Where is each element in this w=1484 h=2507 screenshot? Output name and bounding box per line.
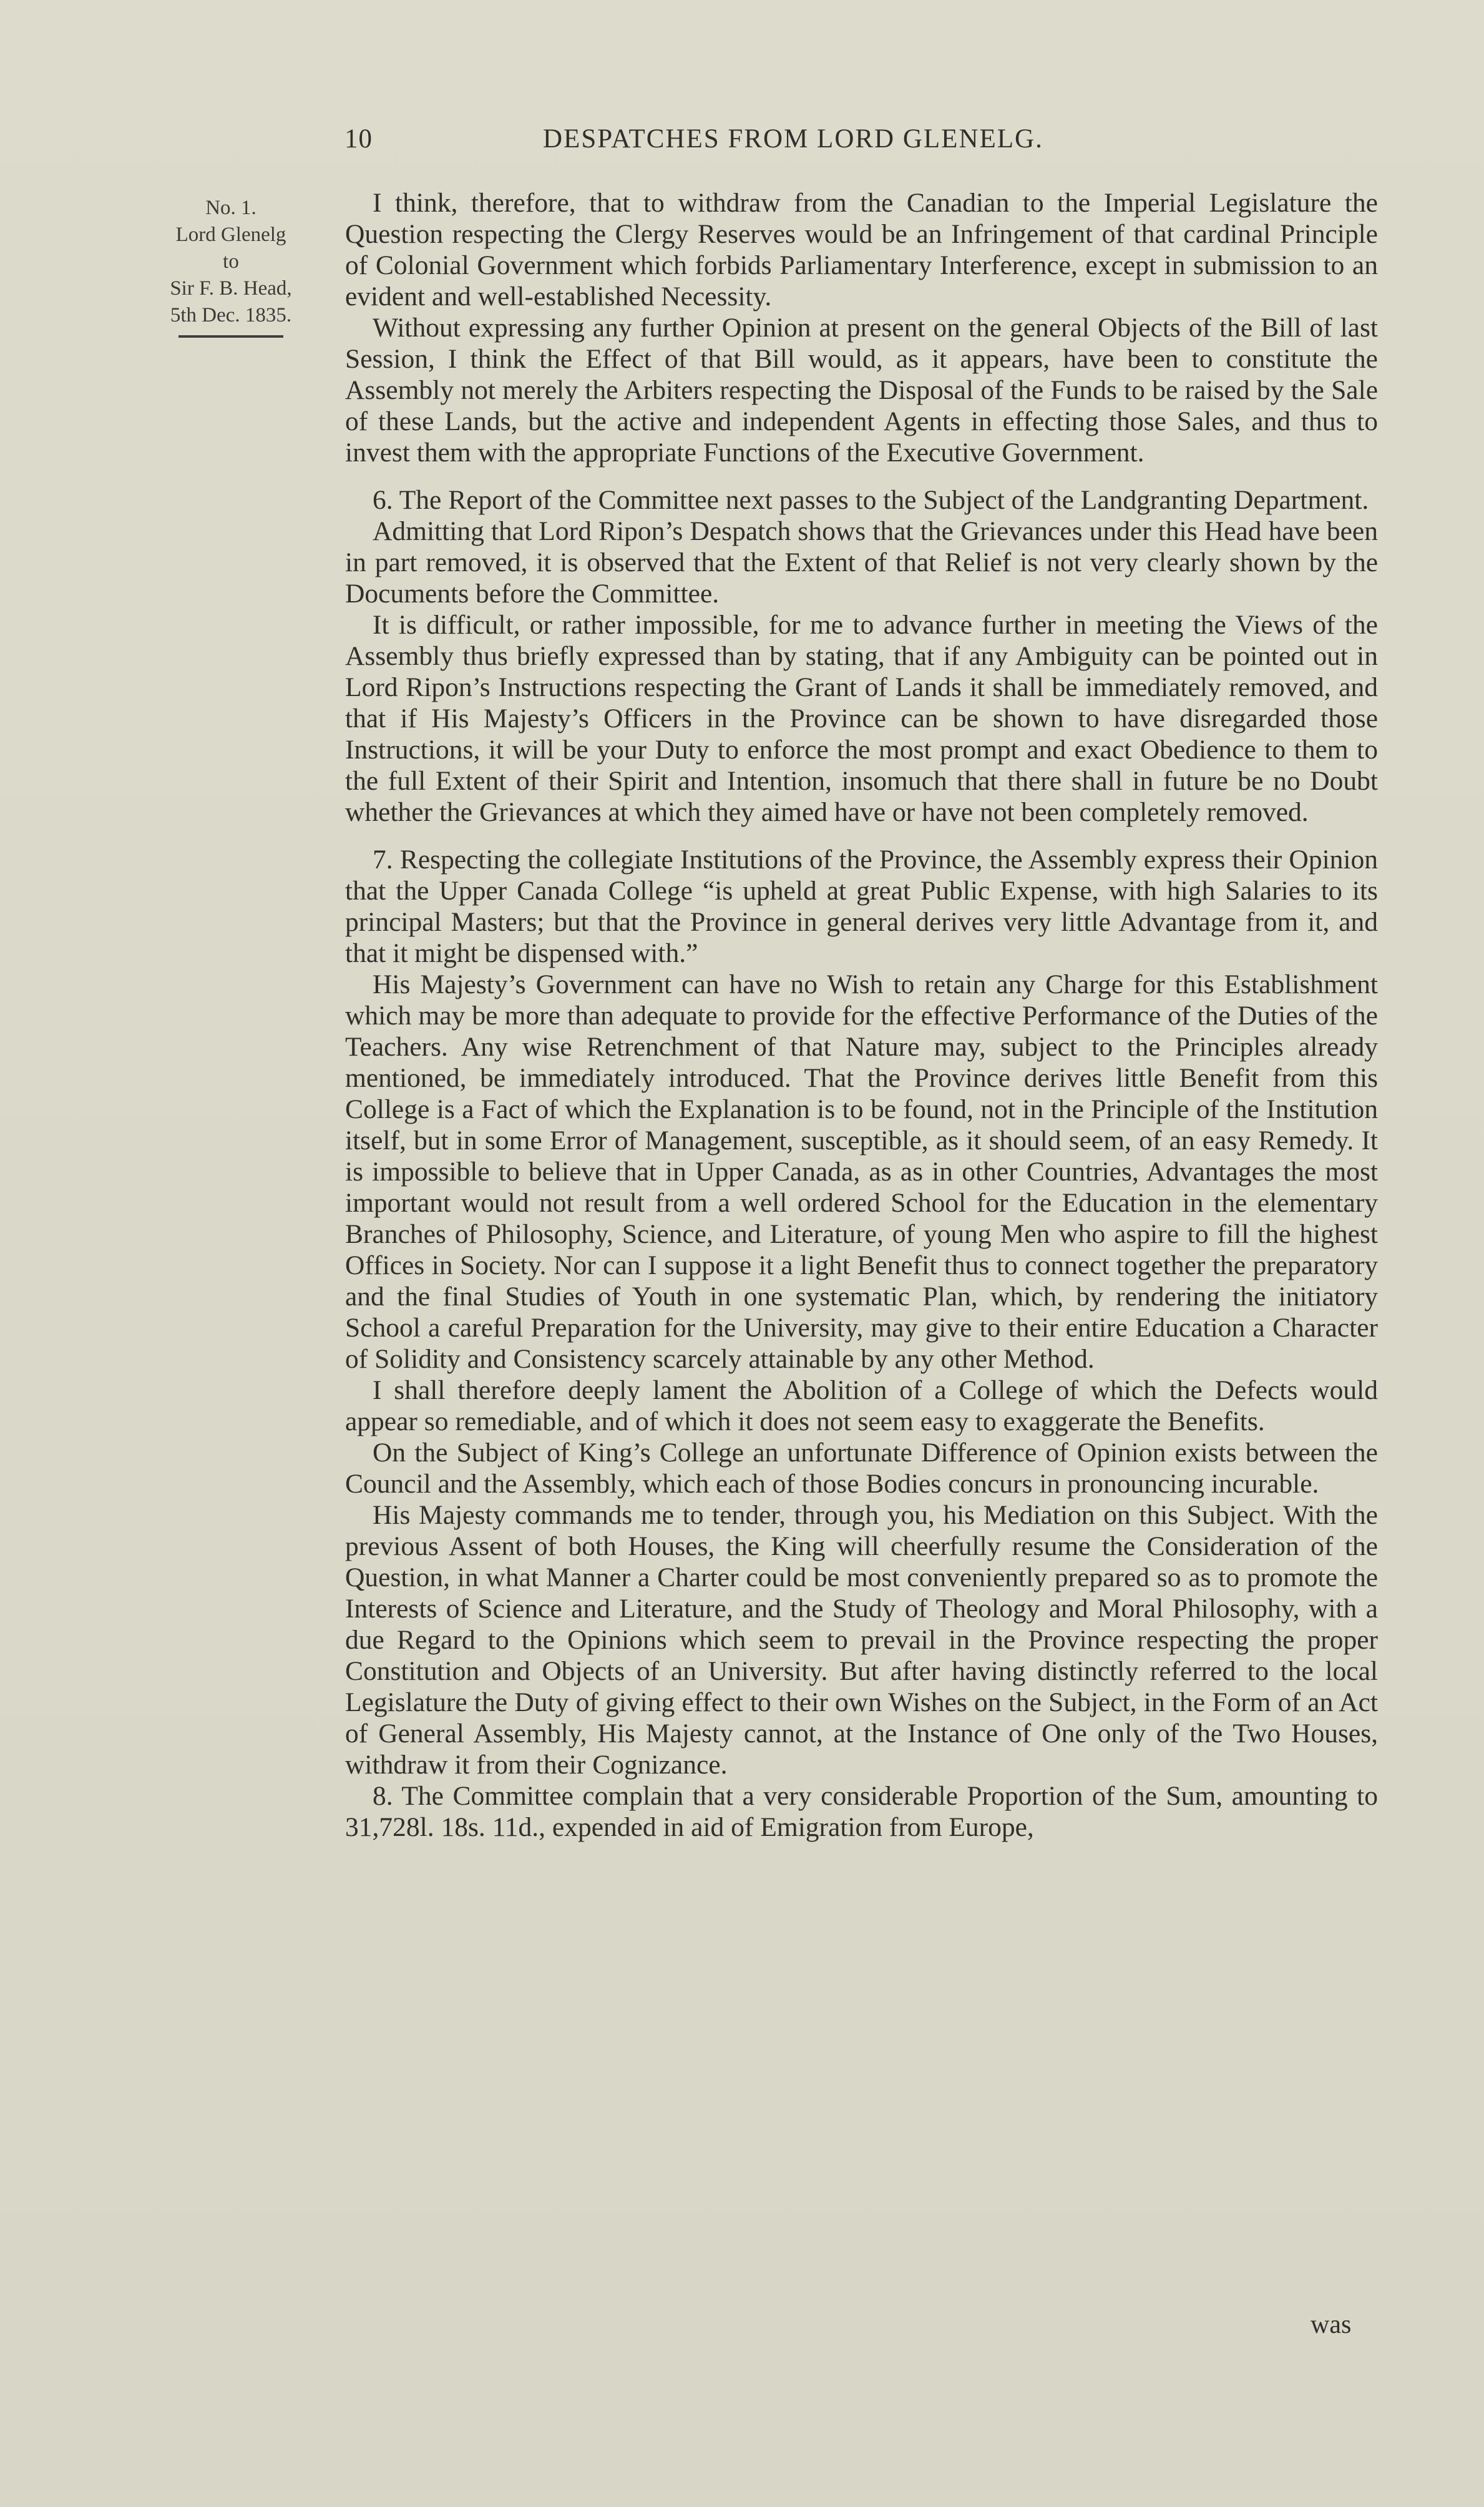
margin-note-line: Sir F. B. Head, xyxy=(170,277,292,300)
paragraph: I think, therefore, that to withdraw from the Canadian to the Imperial Legislature the Question respecting the Clergy Reserves would be an Infringement of that cardinal Principle of Colonial Government which forbids Parliamentary Interference, except in submission to an evident and well-established Necessity. xyxy=(345,188,1378,312)
paragraph: I shall therefore deeply lament the Abolition of a College of which the Defects would appear so remediable, and of which it does not seem easy to exaggerate the Benefits. xyxy=(345,1375,1378,1436)
margin-note-line: 5th Dec. 1835. xyxy=(170,304,292,326)
margin-note-line: No. 1. xyxy=(205,197,256,219)
paragraph: It is difficult, or rather impossible, for me to advance further in meeting the Views of the Assembly thus briefly expressed than by stating, that if any Ambiguity can be pointed out in Lord Ripon’s Instructions respecting the Grant of Lands it shall be immediately removed, and that if His Majesty’s Officers in the Province can be shown to have disregarded those Instructions, it will be your Duty to enforce the most prompt and exact Obedience to them to the full Extent of their Spirit and Intention, insomuch that there shall in future be no Doubt whether the Grievances at which they aimed have or have not been completely removed. xyxy=(345,610,1378,827)
paragraph: Admitting that Lord Ripon’s Despatch shows that the Grievances under this Head have been in part removed, it is observed that the Extent of that Relief is not very clearly shown by the Documents before the Committee. xyxy=(345,516,1378,609)
paragraph: His Majesty’s Government can have no Wish to retain any Charge for this Establishment which may be more than adequate to provide for the effective Performance of the Duties of the Teachers. Any wise Retrenchment of that Nature may, subject to the Principles already mentioned, be immediately introduced. That the Province derives little Benefit from this College is a Fact of which the Explanation is to be found, not in the Principle of the Institution itself, but in some Error of Management, susceptible, as it should seem, of an easy Remedy. It is impossible to believe that in Upper Canada, as as in other Countries, Advantages the most important would not result from a well ordered School for the Education in the elementary Branches of Philosophy, Science, and Literature, of young Men who aspire to fill the highest Offices in Society. Nor can I suppose it a light Benefit thus to connect together the preparatory and the final Studies of Youth in one systematic Plan, which, by rendering the initiatory School a careful Preparation for the University, may give to their entire Education a Character of Solidity and Consistency scarcely attainable by any other Method. xyxy=(345,969,1378,1374)
section-paragraph: 6. The Report of the Committee next passes to the Subject of the Landgranting Department. xyxy=(373,485,1369,515)
margin-note-line: to xyxy=(223,250,239,273)
paragraph: On the Subject of King’s College an unfortunate Difference of Opinion exists between the Council and the Assembly, which each of those Bodies concurs in pronouncing incurable. xyxy=(345,1438,1378,1499)
margin-note xyxy=(125,195,337,338)
section-paragraph: 7. Respecting the collegiate Institutions of the Province, the Assembly express their Opinion that the Upper Canada College “is upheld at great Public Expense, with high Salaries to its principal Masters; but that the Province in general derives very little Advantage from it, and that it might be dispensed with.” xyxy=(345,845,1378,968)
body-text xyxy=(345,187,1378,1843)
margin-note-line: Lord Glenelg xyxy=(175,223,286,246)
running-title: DESPATCHES FROM LORD GLENELG. xyxy=(543,124,1043,154)
paragraph: Without expressing any further Opinion at present on the general Objects of the Bill of last Session, I think the Effect of that Bill would, as it appears, have been to constitute the Assembly not merely the Arbiters respecting the Disposal of the Funds to be raised by the Sale of these Lands, but the active and independent Agents in effecting those Sales, and thus to invest them with the appropriate Functions of the Executive Government. xyxy=(345,313,1378,468)
page-number: 10 xyxy=(344,124,373,154)
paragraph: His Majesty commands me to tender, through you, his Mediation on this Subject. With the previous Assent of both Houses, the King will cheerfully resume the Consideration of the Question, in what Manner a Charter could be most conveniently prepared so as to promote the Interests of Science and Literature, and the Study of Theology and Moral Philosophy, with a due Regard to the Opinions which seem to prevail in the Province respecting the proper Constitution and Objects of an University. But after having distinctly referred to the local Legislature the Duty of giving effect to their own Wishes on the Subject, in the Form of an Act of General Assembly, His Majesty cannot, at the Instance of One only of the Two Houses, withdraw it from their Cognizance. xyxy=(345,1500,1378,1780)
catchword: was xyxy=(1311,2310,1352,2339)
section-paragraph: 8. The Committee complain that a very considerable Proportion of the Sum, amounting to 31,728l. 18s. 11d., expended in aid of Emigration from Europe, xyxy=(345,1781,1378,1842)
margin-note-rule xyxy=(178,335,283,338)
running-header xyxy=(344,124,1380,161)
